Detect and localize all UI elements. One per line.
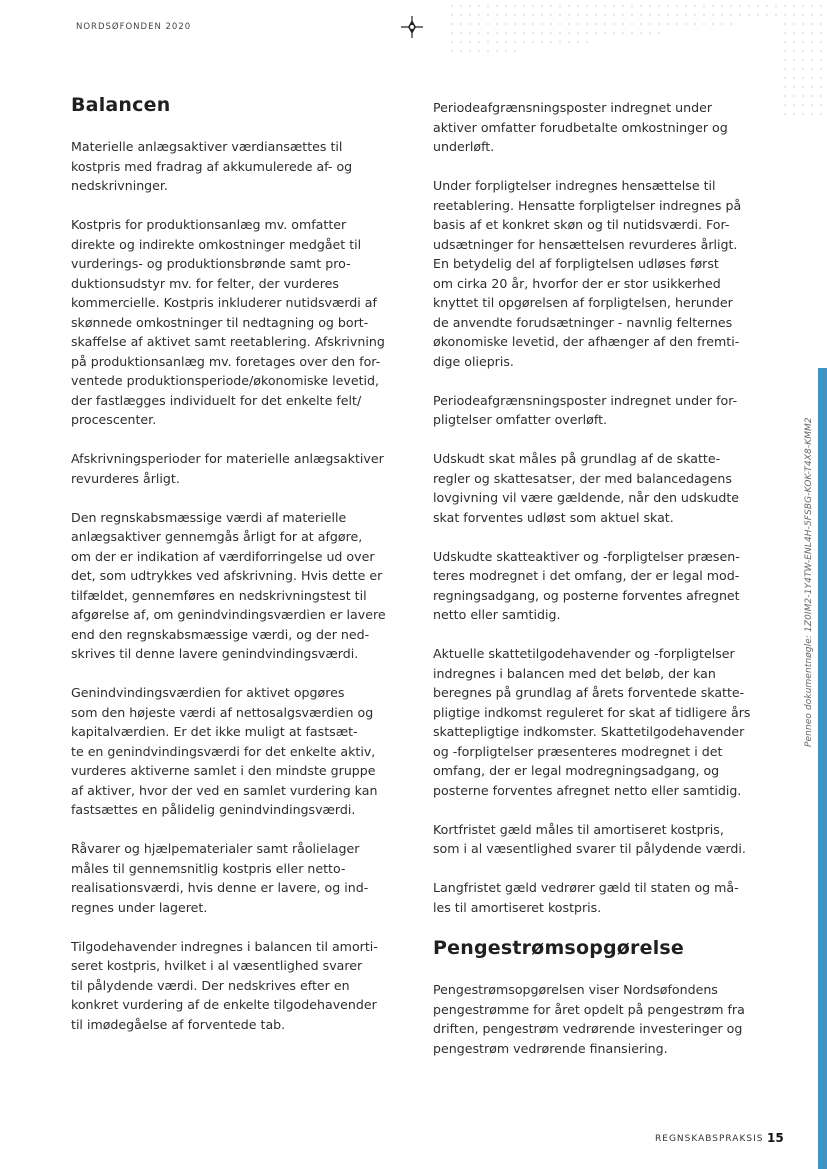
paragraph: Afskrivningsperioder for materielle anlægsaktiver revurderes årligt.: [71, 451, 384, 486]
paragraph: Genindvindingsværdien for aktivet opgøres som den højeste værdi af nettosalgsværdien og kapitalværdien. Er det ikke muligt at fastsæt- te en genindvindingsværdi for det enkelte aktiv, vurderes aktiverne samlet i den mindste gruppe af aktiver, hvor der ved en samlet vurdering kan fastsættes en pålidelig genindvindingsværdi.: [71, 685, 378, 817]
section-heading-balancen: Balancen: [71, 94, 171, 116]
paragraph: Udskudt skat måles på grundlag af de skatte- regler og skattesatser, der med balancedagens lovgivning vil være gældende, når den udskudte skat forventes udløst som aktuel skat.: [433, 451, 740, 525]
left-column: [71, 94, 395, 1054]
paragraph: Råvarer og hjælpematerialer samt råolielager måles til gennemsnitlig kostpris eller netto- realisationsværdi, hvis denne er lavere, og ind- regnes under lageret.: [71, 841, 369, 915]
paragraph: Under forpligtelser indregnes hensættelse til reetablering. Hensatte forpligtelser indregnes på basis af et konkret skøn og til nutidsværdi. For- udsætninger for hensættelsen revurderes årligt. En betydelig del af forpligtelsen udløses først om cirka 20 år, hvorfor der er stor usikkerhed knyttet til opgørelsen af forpligtelsen, herunder de anvendte forudsætninger - navnlig felternes økonomiske levetid, der afhænger af den fremti- dige oliepris.: [433, 178, 742, 369]
paragraph: Periodeafgrænsningsposter indregnet under aktiver omfatter forudbetalte omkostninger og underløft.: [433, 100, 728, 154]
document-key-label: Penneo dokumentnøgle: 1Z0IM2-1Y4TW-ENL4H-5FSBG-KOK-T4X8-KMM2: [804, 417, 814, 747]
paragraph: Periodeafgrænsningsposter indregnet under for- pligtelser omfatter overløft.: [433, 392, 738, 427]
paragraph: Tilgodehavender indregnes i balancen til amorti- seret kostpris, hvilket i al væsentlighed svarer til pålydende værdi. Der nedskrives efter en konkret vurdering af de enkelte tilgodehavender til imødegåelse af forventede tab.: [71, 938, 378, 1032]
paragraph: Den regnskabsmæssige værdi af materielle anlægsaktiver gennemgås årligt for at afgøre, om der er indikation af værdiforringelse ud over det, som udtrykkes ved afskrivning. Hvis dette er tilfældet, gennemføres en nedskrivningstest til afgørelse af, om genindvindingsværdien er lavere end den regnskabsmæssige værdi, og der ned- skrives til denne lavere genindvindingsværdi.: [71, 509, 386, 661]
paragraph: Udskudte skatteaktiver og -forpligtelser præsen- teres modregnet i det omfang, der er legal mod- regningsadgang, og posterne forventes afregnet netto eller samtidig.: [433, 548, 740, 622]
right-column: [433, 98, 763, 1078]
paragraph: Kortfristet gæld måles til amortiseret kostpris, som i al væsentlighed svarer til pålydende værdi.: [433, 821, 746, 856]
page-number: 15: [767, 1131, 784, 1145]
paragraph: Aktuelle skattetilgodehavender og -forpligtelser indregnes i balancen med det beløb, der kan beregnes på grundlag af årets forventede skatte- pligtige indkomst reguleret for skat af tidligere års skattepligtige indkomster. Skattetilgodehavender og -forpligtelser præsenteres modregnet i det omfang, der er legal modregningsadgang, og posterne forventes afregnet netto eller samtidig.: [433, 646, 751, 798]
paragraph: Pengestrømsopgørelsen viser Nordsøfondens pengestrømme for året opdelt på pengestrøm fra driften, pengestrøm vedrørende investeringer og pengestrøm vedrørende finansiering.: [433, 982, 745, 1056]
compass-star-icon: [399, 14, 425, 40]
header-title: NORDSØFONDEN 2020: [76, 22, 192, 32]
accent-side-bar: [818, 368, 827, 1169]
paragraph: Langfristet gæld vedrører gæld til staten og må- les til amortiseret kostpris.: [433, 880, 739, 915]
paragraph: Kostpris for produktionsanlæg mv. omfatter direkte og indirekte omkostninger medgået til vurderings- og produktionsbrønde samt pro- duktionsudstyr mv. for felter, der vurderes kommercielle. Kostpris inkluderer nutidsværdi af skønnede omkostninger til nedtagning og bort- skaffelse af aktivet samt reetablering. Afskrivning på produktionsanlæg mv. foretages over den for- ventede produktionsperiode/økonomiske levetid, der fastlægges individuelt for det enkelte felt/ procescenter.: [71, 217, 385, 427]
footer-section-label: REGNSKABSPRAKSIS: [655, 1134, 764, 1144]
section-heading-pengestroem: Pengestrømsopgørelse: [433, 937, 685, 959]
paragraph: Materielle anlægsaktiver værdiansættes til kostpris med fradrag af akkumulerede af- og nedskrivninger.: [71, 139, 353, 193]
